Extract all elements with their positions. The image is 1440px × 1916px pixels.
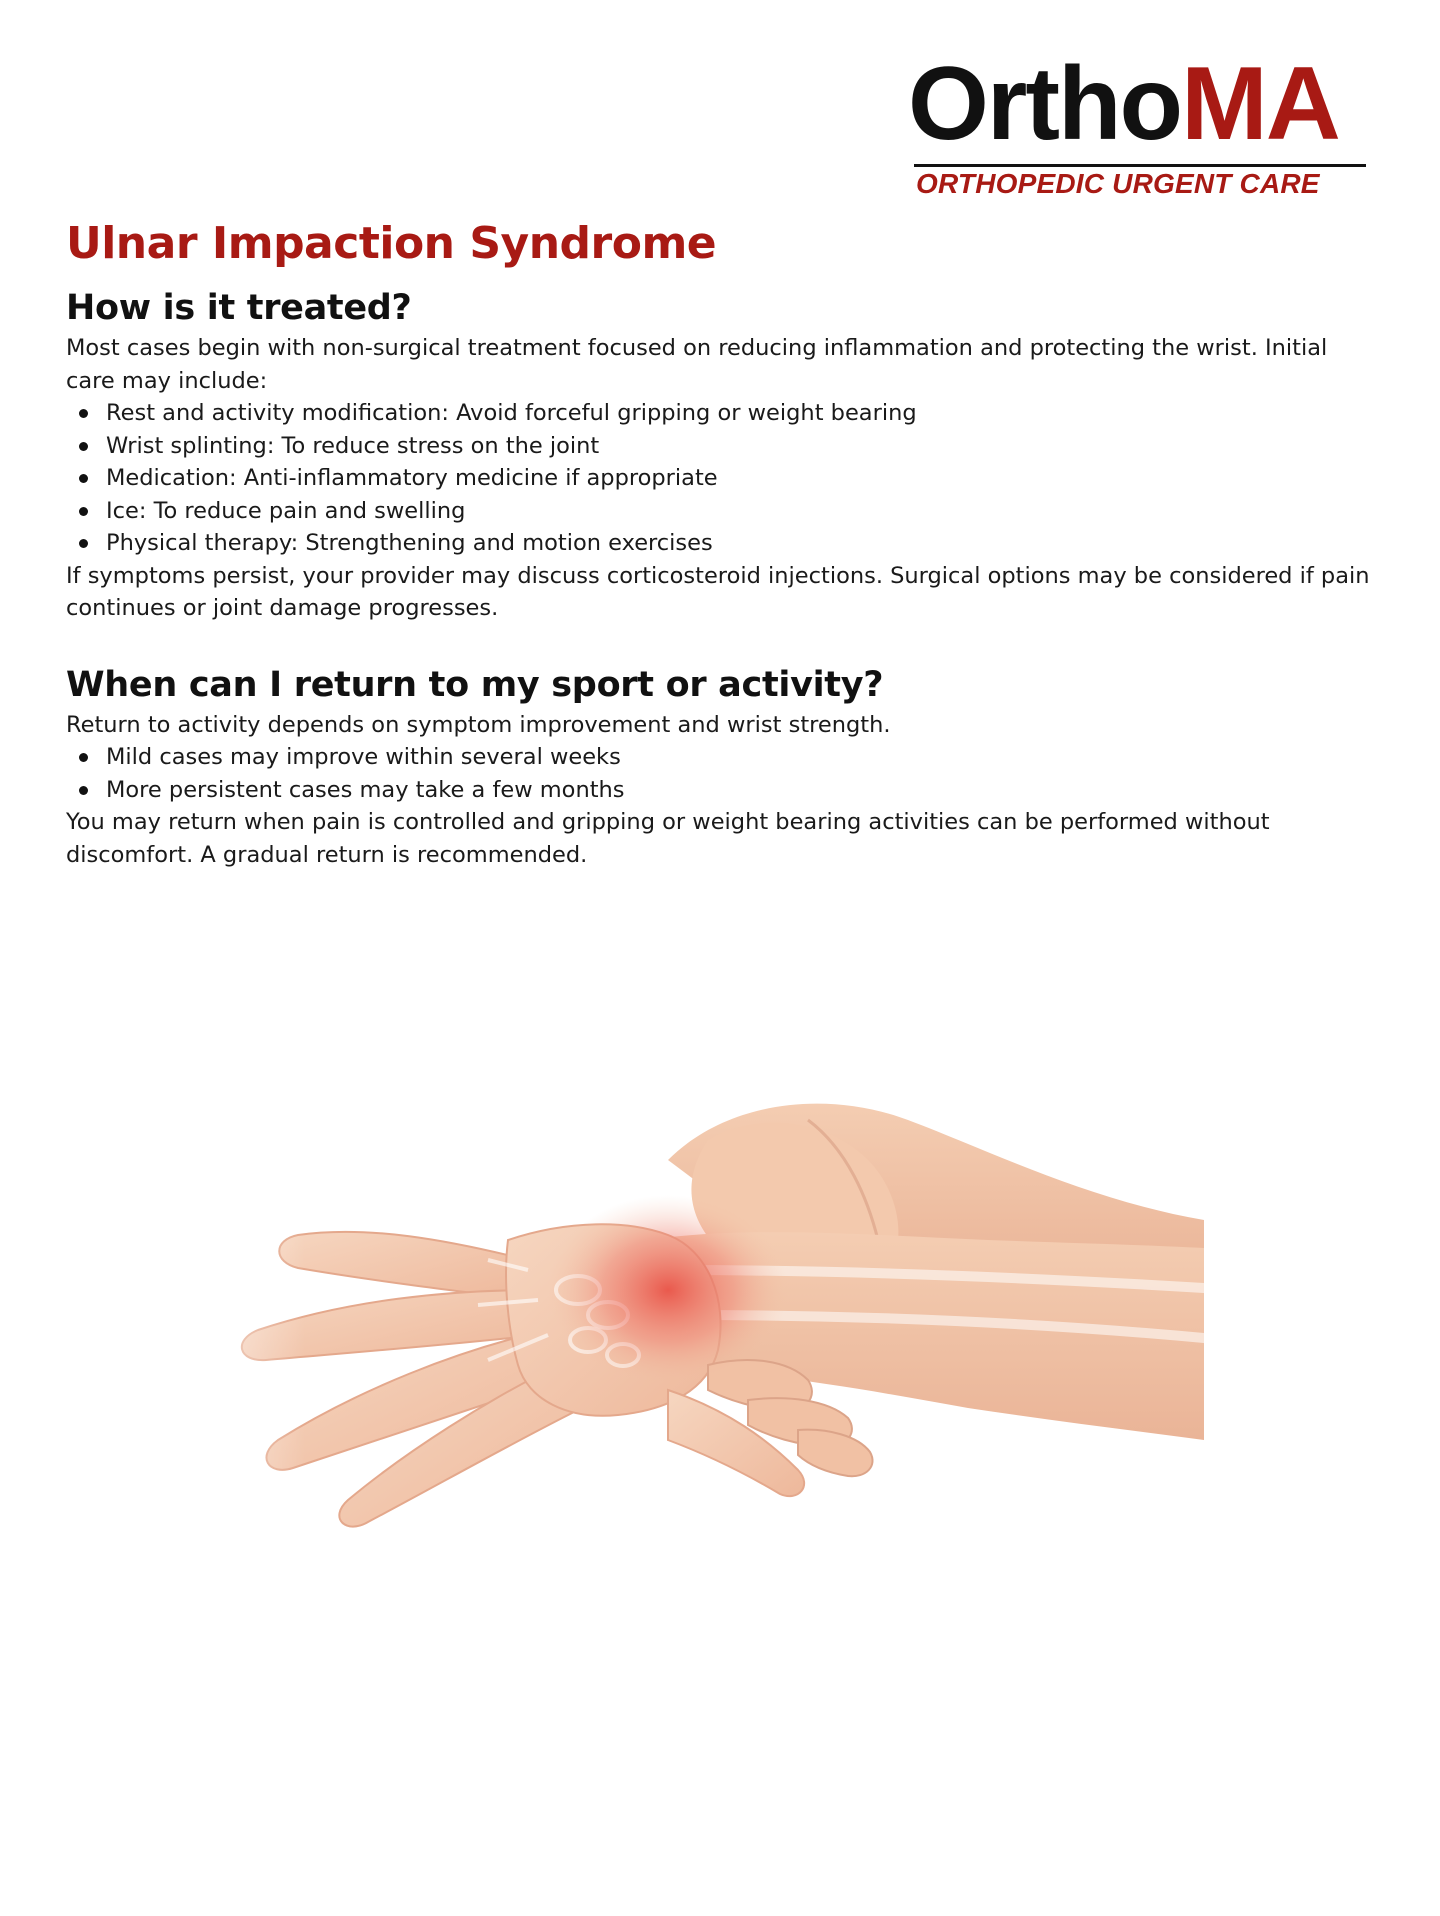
logo-wordmark <box>908 46 1339 162</box>
logo-underline <box>914 164 1366 167</box>
list-item: Rest and activity modification: Avoid forceful gripping or weight bearing <box>66 397 1376 430</box>
list-item: Physical therapy: Strengthening and motion exercises <box>66 527 1376 560</box>
treatment-list <box>66 397 1376 560</box>
treatment-outro: If symptoms persist, your provider may discuss corticosteroid injections. Surgical options may be considered if pain continues or joint damage progresses. <box>66 562 1370 621</box>
orthoma-logo <box>908 46 1368 199</box>
logo-ma-text: MA <box>1181 46 1339 162</box>
logo-tagline: ORTHOPEDIC URGENT CARE <box>916 168 1320 199</box>
section-treatment <box>66 284 1376 625</box>
page-title: Ulnar Impaction Syndrome <box>66 218 717 269</box>
list-item: Wrist splinting: To reduce stress on the joint <box>66 430 1376 463</box>
section-return-to-activity <box>66 661 1376 872</box>
document-body <box>66 214 1376 871</box>
treatment-intro: Most cases begin with non-surgical treatment focused on reducing inflammation and protecting the wrist. Initial care may include: <box>66 335 1328 394</box>
section-heading-treatment: How is it treated? <box>66 288 412 328</box>
return-list <box>66 741 1376 806</box>
logo-ortho-text: Ortho <box>908 46 1182 162</box>
image-fade <box>108 970 1204 1710</box>
list-item: Medication: Anti-inflammatory medicine if appropriate <box>66 462 1376 495</box>
list-item: More persistent cases may take a few months <box>66 774 1376 807</box>
wrist-pain-illustration <box>108 970 1204 1710</box>
section-heading-return: When can I return to my sport or activity? <box>66 664 884 705</box>
list-item: Mild cases may improve within several weeks <box>66 741 1376 774</box>
return-outro: You may return when pain is controlled and gripping or weight bearing activities can be performed without discomfort. A gradual return is recommended. <box>66 809 1270 868</box>
return-intro: Return to activity depends on symptom improvement and wrist strength. <box>66 711 891 738</box>
list-item: Ice: To reduce pain and swelling <box>66 495 1376 528</box>
